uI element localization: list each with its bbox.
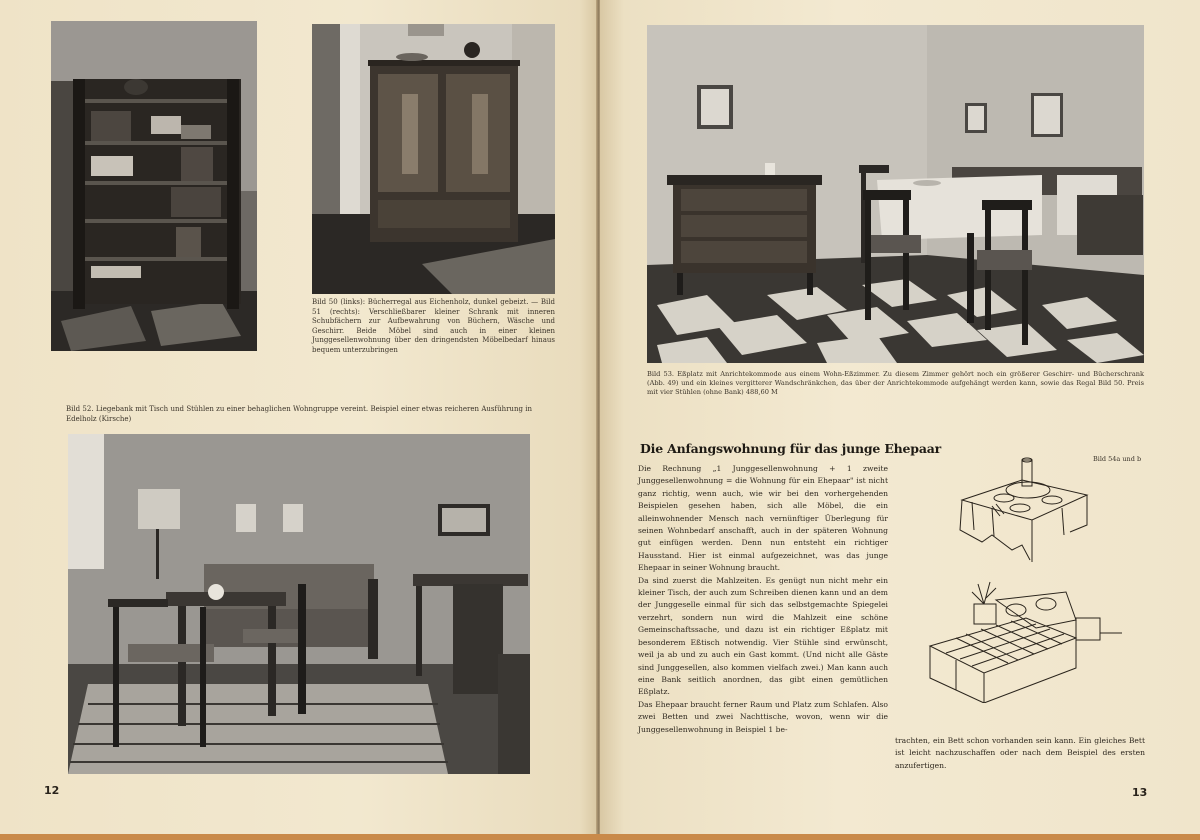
caption-bild-52: Bild 52. Liegebank mit Tisch und Stühlen zu einer behaglichen Wohngruppe vereint. Beispiel einer etwas reicheren Ausführung in Edelholz (Kirsche) — [66, 405, 532, 423]
figure-label-bild-54: Bild 54a und b — [1093, 455, 1142, 463]
paragraph-3-continued: trachten, ein Bett schon vorhanden sein kann. Ein gleiches Bett ist leicht nachzuschaffen oder nach dem Beispiel des ersten anzufertigen. — [895, 736, 1145, 770]
paragraph-3: Das Ehepaar braucht ferner Raum und Platz zum Schlafen. Also zwei Betten und zwei Nachttische, wovon, wenn wir die Junggesellenwohnung in Beispiel 1 be- — [638, 699, 888, 734]
section-heading: Die Anfangswohnung für das junge Ehepaar — [640, 441, 942, 456]
photo-bookshelf — [51, 21, 257, 351]
photo-cabinet — [312, 24, 555, 294]
left-page — [0, 0, 598, 834]
caption-bild-53: Bild 53. Eßplatz mit Anrichtekommode aus einem Wohn-Eßzimmer. Zu diesem Zimmer gehört noch ein größerer Geschirr- und Bücherschrank (Abb. 49) und ein kleines vergitterer Wandschränkchen, das über der Anrichtekommode aufgehängt werden kann, sowie das Regal Bild 50. Preis mit vier Stühlen (ohne Bank) 488,60 M — [647, 370, 1144, 396]
body-text-column-left — [638, 463, 888, 736]
page-number-right: 13 — [1132, 786, 1148, 799]
page-number-left: 12 — [44, 784, 60, 797]
photo-dining-corner — [647, 25, 1144, 363]
paragraph-2: Da sind zuerst die Mahlzeiten. Es genügt nun nicht mehr ein kleiner Tisch, der auch zum Schreiben dienen kann und an dem der Junggeselle einmal für sich das selbstgemachte Spiegelei verzehrt, sondern nun wird die Mahlzeit eine schöne Gemeinschaftssache, und dazu ist ein richtiger Eßplatz mit besonderem Eßtisch notwendig. Vier Stühle sind erwünscht, weil ja ab und zu auch ein Gast kommt. (Und nicht alle Gäste sind Junggesellen, also kommen vielfach zwei.) Man kann auch eine Bank seitlich anordnen, das gibt einen gemütlichen Eßplatz. — [638, 575, 888, 697]
drawing-double-bed — [926, 578, 1126, 703]
drawing-dining-table — [952, 450, 1092, 565]
caption-bild-50-51: Bild 50 (links): Bücherregal aus Eichenholz, dunkel gebeizt. — Bild 51 (rechts): Verschließbarer kleiner Schrank mit inneren Schubfächern zur Aufbewahrung von Büchern, Wäsche und Geschirr. Beide Möbel sind auch in einer kleinen Junggesellenwohnung über den dringendsten Möbelbedarf hinaus bequem unterzubringen — [312, 298, 555, 354]
right-page — [600, 0, 1200, 834]
spread-bottom-edge — [0, 834, 1200, 840]
photo-living-room — [68, 434, 530, 774]
paragraph-1: Die Rechnung „1 Junggesellenwohnung + 1 zweite Junggesellenwohnung = die Wohnung für ein Ehepaar" ist nicht ganz richtig, wenn auch, wie wir bei den vorhergehenden Beispielen gesehen haben, sich alle Möbel, die ein alleinwohnender Mensch nach vernünftiger Überlegung für seinen Wohnbedarf anschafft, auch in der späteren Wohnung gut einfügen werden. Denn nun entsteht ein richtiger Hausstand. Hier ist einmal aufgezeichnet, was das junge Ehepaar in seiner Wohnung braucht. — [638, 464, 888, 573]
body-text-column-right — [895, 735, 1145, 772]
